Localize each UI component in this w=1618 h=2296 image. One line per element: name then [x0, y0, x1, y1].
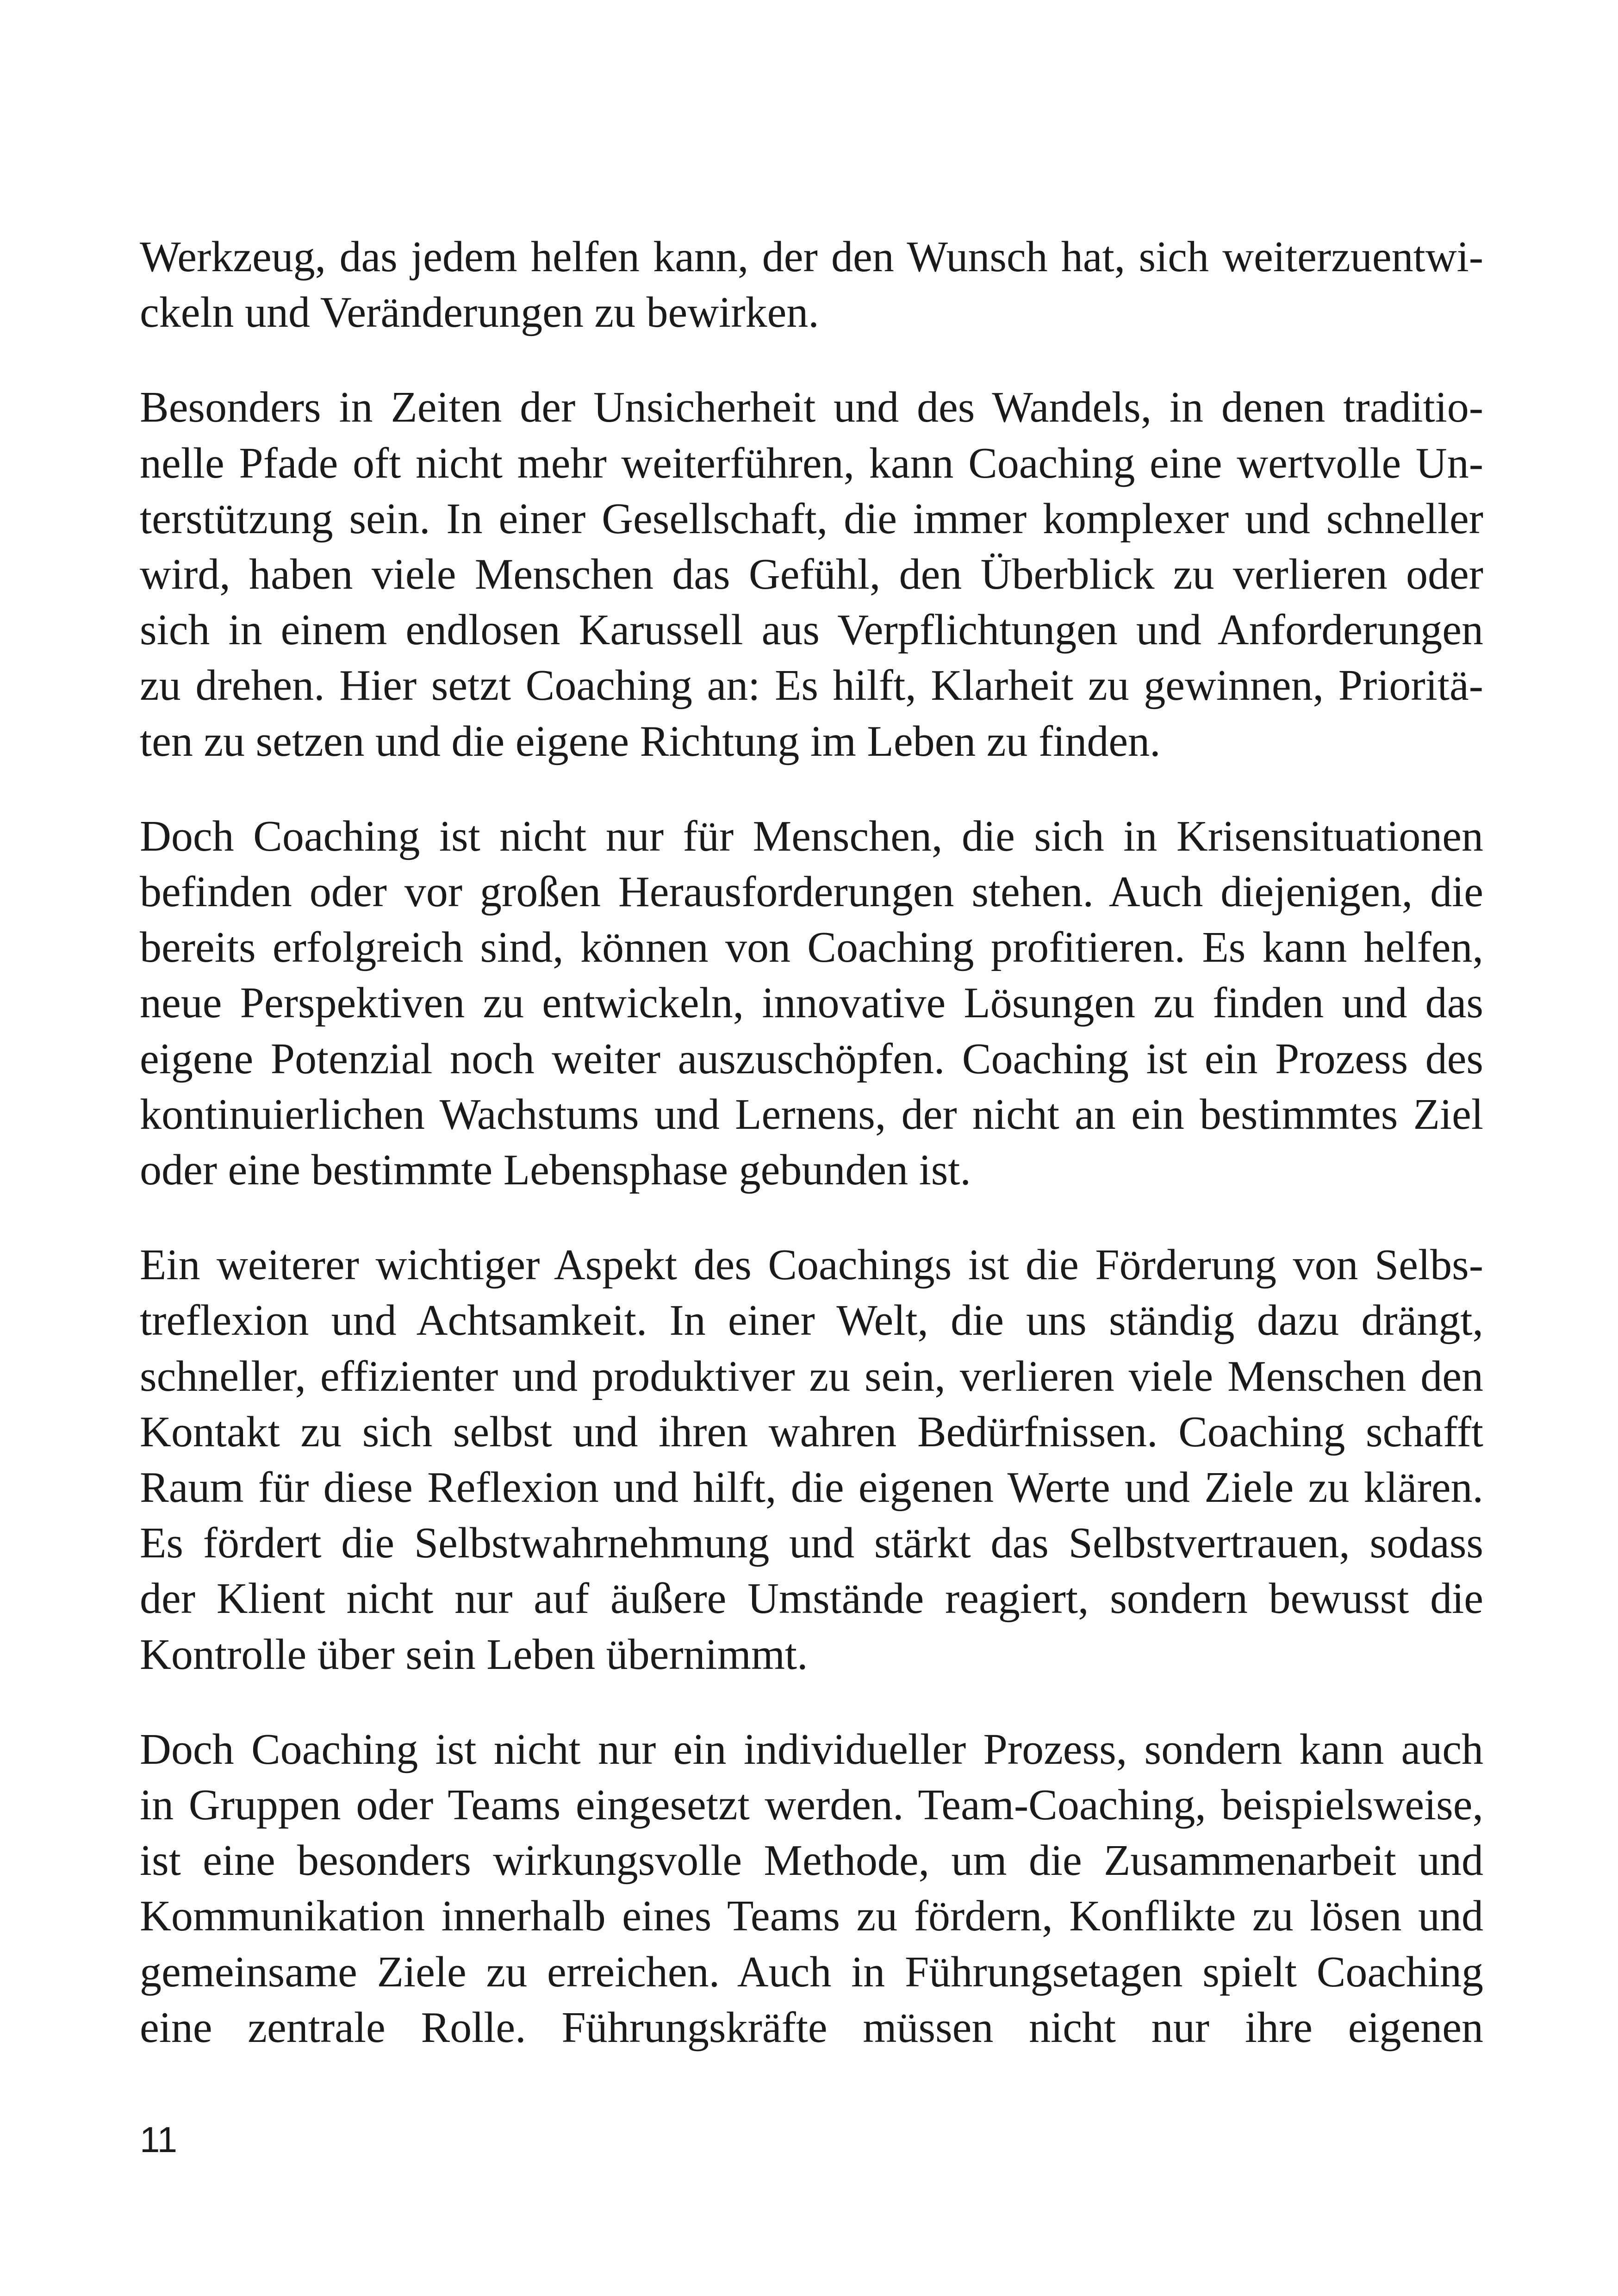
text-line: ten zu setzen und die eigene Richtung im Leben zu finden.	[140, 717, 1161, 765]
text-line: Ein weiterer wichtiger Aspekt des Coachings ist die Förderung von Selbs-	[140, 1241, 1483, 1289]
text-line: in Gruppen oder Teams eingesetzt werden. Team-Coaching, beispielsweise,	[140, 1781, 1483, 1829]
paragraph	[140, 380, 1483, 769]
paragraph	[140, 229, 1483, 340]
text-line: Werkzeug, das jedem helfen kann, der den Wunsch hat, sich weiterzuentwi-	[140, 233, 1483, 281]
text-line: eigene Potenzial noch weiter auszuschöpfen. Coaching ist ein Prozess des	[140, 1034, 1483, 1083]
text-line: Doch Coaching ist nicht nur für Menschen, die sich in Krisensituationen	[140, 812, 1483, 860]
text-line: Besonders in Zeiten der Unsicherheit und des Wandels, in denen traditio-	[140, 383, 1483, 432]
text-line: schneller, effizienter und produktiver zu sein, verlieren viele Menschen den	[140, 1352, 1483, 1400]
page-number: 11	[140, 2119, 177, 2160]
text-line: zu drehen. Hier setzt Coaching an: Es hilft, Klarheit zu gewinnen, Prioritä-	[140, 661, 1483, 710]
text-line: treflexion und Achtsamkeit. In einer Welt, die uns ständig dazu drängt,	[140, 1296, 1483, 1345]
text-line: gemeinsame Ziele zu erreichen. Auch in Führungsetagen spielt Coaching	[140, 1948, 1483, 1996]
text-line: befinden oder vor großen Herausforderungen stehen. Auch diejenigen, die	[140, 868, 1483, 916]
text-line: Kontrolle über sein Leben übernimmt.	[140, 1630, 808, 1679]
text-line: ckeln und Veränderungen zu bewirken.	[140, 288, 819, 337]
text-line: terstützung sein. In einer Gesellschaft, die immer komplexer und schneller	[140, 494, 1483, 543]
text-line: nelle Pfade oft nicht mehr weiterführen, kann Coaching eine wertvolle Un-	[140, 439, 1483, 487]
text-line: Kommunikation innerhalb eines Teams zu fördern, Konflikte zu lösen und	[140, 1892, 1483, 1941]
text-line: der Klient nicht nur auf äußere Umstände reagiert, sondern bewusst die	[140, 1574, 1483, 1623]
paragraph	[140, 1237, 1483, 1682]
text-line: eine zentrale Rolle. Führungskräfte müssen nicht nur ihre eigenen	[140, 2003, 1483, 2052]
text-line: sich in einem endlosen Karussell aus Verpflichtungen und Anforderungen	[140, 606, 1483, 654]
text-line: bereits erfolgreich sind, können von Coaching profitieren. Es kann helfen,	[140, 923, 1483, 972]
paragraph	[140, 1722, 1483, 2055]
text-line: Raum für diese Reflexion und hilft, die eigenen Werte und Ziele zu klären.	[140, 1463, 1483, 1512]
body-text	[140, 229, 1483, 2095]
text-line: kontinuierlichen Wachstums und Lernens, der nicht an ein bestimmtes Ziel	[140, 1090, 1483, 1139]
text-line: Doch Coaching ist nicht nur ein individueller Prozess, sondern kann auch	[140, 1725, 1483, 1773]
text-line: wird, haben viele Menschen das Gefühl, den Überblick zu verlieren oder	[140, 550, 1483, 599]
text-line: Es fördert die Selbstwahrnehmung und stärkt das Selbstvertrauen, sodass	[140, 1519, 1483, 1568]
text-line: neue Perspektiven zu entwickeln, innovative Lösungen zu finden und das	[140, 979, 1483, 1027]
text-line: ist eine besonders wirkungsvolle Methode, um die Zusammenarbeit und	[140, 1836, 1483, 1885]
text-line: Kontakt zu sich selbst und ihren wahren Bedürfnissen. Coaching schafft	[140, 1407, 1483, 1456]
text-line: oder eine bestimmte Lebensphase gebunden ist.	[140, 1146, 971, 1195]
paragraph	[140, 809, 1483, 1198]
